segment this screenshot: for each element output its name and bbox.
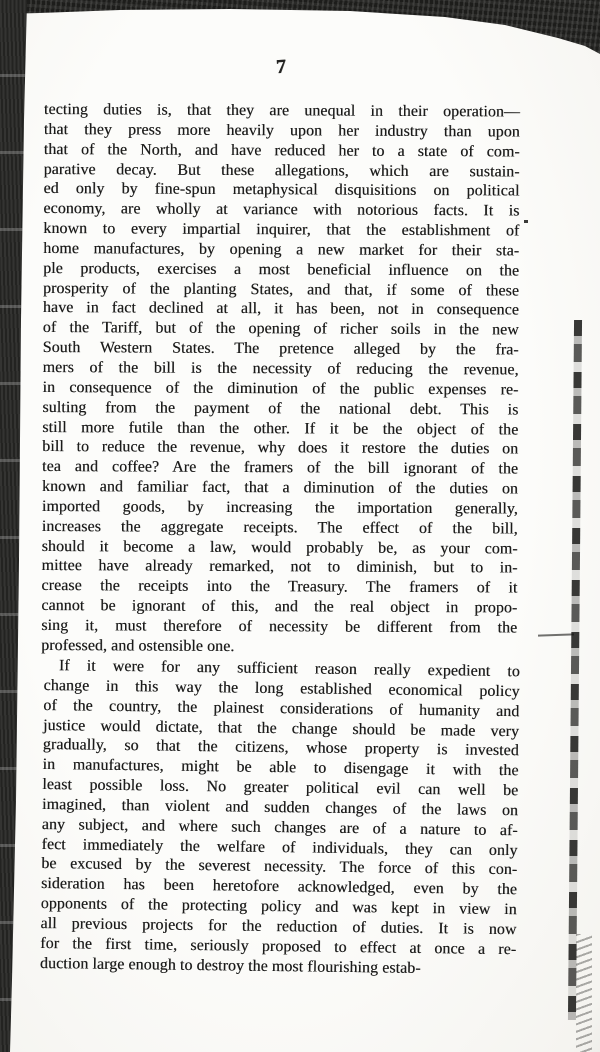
text-line: ple products, exercises a most beneficial influence on the [43,259,520,280]
text-line: of the country, the plainest considerations of humanity and [43,696,520,720]
text-line: home manufactures, by opening a new market for their sta- [43,239,520,260]
scan-noise-bottom-right [576,934,592,1052]
text-line: should it become a law, would probably be, as your com- [41,537,518,558]
book-binding-strip [0,0,32,1052]
text-line: mers of the bill is the necessity of reducing the revenue, [42,358,519,379]
text-line: change in this way the long established economical policy [43,676,520,700]
text-line: mittee have already remarked, not to diminish, but to in- [41,557,518,577]
paragraph [41,100,520,658]
text-line: sing it, must therefore of necessity be different from the [41,616,518,637]
text-line: known and familiar fact, that a diminution of the duties on [41,478,519,498]
text-line: professed, and ostensible one. [41,636,235,655]
text-line: sulting from the payment of the national debt. This is [42,398,519,419]
text-line: imagined, than violent and sudden changes of the laws on [41,795,519,819]
text-line: If it were for any sufficient reason really expedient to [58,656,520,680]
text-line: economy, are wholly at variance with notorious facts. It is [43,200,520,220]
text-line: opponents of the protecting policy and was kept in view in [40,894,517,918]
scan-edge-right [568,320,582,1020]
page-number: 7 [275,55,287,79]
ink-speck [524,220,528,223]
text-line: duction large enough to destroy the most flourishing estab- [39,954,421,977]
text-line: in manufactures, might be able to disengage it with the [42,755,519,780]
text-line: that of the North, and have reduced her to a state of com- [43,140,520,161]
text-line: fect immediately the welfare of individuals, they can only [41,835,518,859]
text-line: still more futile than the other. If it be the object of the [42,418,519,438]
text-line: justice would dictate, that the change should be made very [42,716,520,740]
text-line: increases the aggregate receipts. The effect of the bill, [41,517,518,538]
text-line: have in fact declined at all, it has been, not in consequence [42,299,519,319]
text-line: bill to reduce the revenue, why does it restore the duties on [42,438,519,458]
text-line: least possible loss. No greater political evil can well be [42,775,519,799]
text-line: that they press more heavily upon her industry than upon [43,120,520,141]
text-line: be excused by the severest necessity. The force of this con- [41,855,518,879]
text-line: tea and coffee? Are the framers of the bill ignorant of the [42,458,519,478]
scan-edge-top [0,0,600,54]
text-line: parative decay. But these allegations, which are sustain- [43,160,520,181]
text-line: any subject, and where such changes are of a nature to af- [41,815,518,839]
text-line: all previous projects for the reduction of duties. It is now [40,914,517,938]
text-line: of the Tariff, but of the opening of richer soils in the new [42,319,519,339]
gutter-mark [538,633,574,636]
text-line: crease the receipts into the Treasury. The framers of it [41,577,518,597]
text-line: in consequence of the diminution of the public expenses re- [42,378,519,399]
text-block [39,100,520,977]
text-line: ed only by fine-spun metaphysical disquisitions on political [43,180,520,200]
text-line: South Western States. The pretence alleged by the fra- [42,339,519,359]
text-line: tecting duties is, that they are unequal in their operation— [43,100,520,121]
text-line: known to every impartial inquirer, that the establishment of [43,220,520,240]
text-line: gradually, so that the citizens, whose property is invested [42,735,519,760]
paragraph [40,656,520,980]
text-line: imported goods, by increasing the importation generally, [41,497,518,518]
text-line: prosperity of the planting States, and that, if some of these [42,279,520,300]
text-line: cannot be ignorant of this, and the real object in propo- [41,597,518,617]
text-line: for the first time, seriously proposed to effect at once a re- [40,934,517,958]
text-line: sideration has been heretofore acknowledged, even by the [40,874,518,899]
